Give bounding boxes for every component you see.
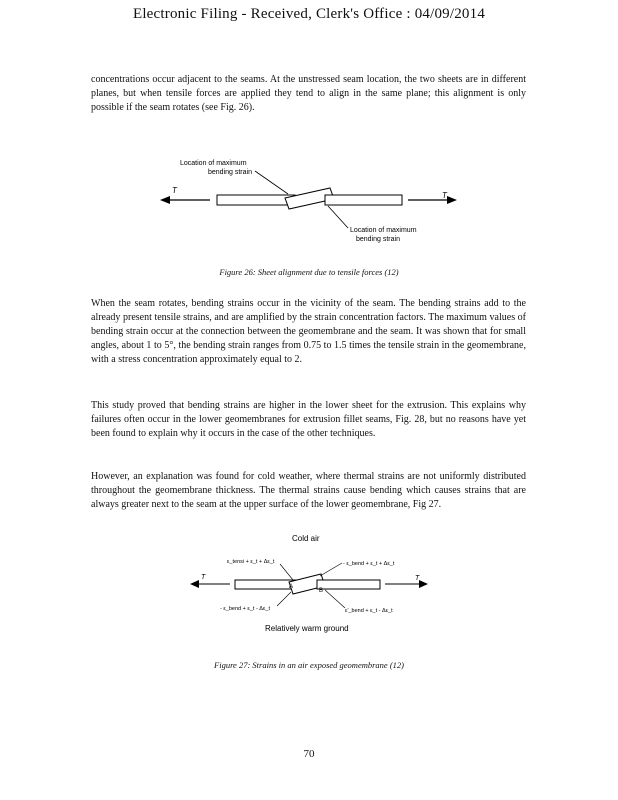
left-sheet [217, 195, 295, 205]
left-sheet [235, 580, 297, 589]
paragraph-2: When the seam rotates, bending strains occur in the vicinity of the seam. The bending strains add to the already present tensile strains, and are amplified by the strain concentration factors. The maximum values of bending strain occur at the connection between the geomembrane and the seam. It was shown that for small angles, about 1 to 5°, the bending strain ranges from 0.75 to 1.5 times the tensile strain in the geomembrane, with a stress concentration approximately equal to 2. [91, 298, 526, 365]
warm-ground-label: Relatively warm ground [265, 624, 349, 633]
label-top-line1: Location of maximum [180, 160, 247, 167]
strain-upper-left: ε_tensi + ε_t + Δε_t [227, 559, 275, 565]
force-label-right: T [442, 191, 447, 200]
strain-upper-right: - ε_bend + ε_t + Δε_t [343, 561, 395, 567]
figure-27-diagram [185, 530, 435, 640]
page-number: 70 [303, 748, 315, 760]
strain-lower-left: - ε_bend + ε_t - Δε_t [220, 606, 271, 612]
right-force-arrow [447, 196, 457, 204]
figure-27-caption: Figure 27: Strains in an air exposed geomembrane (12) [214, 660, 404, 670]
paragraph-1: concentrations occur adjacent to the seams. At the unstressed seam location, the two sheets are in different planes, but when tensile forces are applied they tend to align in the same plane; this alignment is only possible if the seam rotates (see Fig. 26). [91, 74, 526, 113]
label-bottom-line2: bending strain [356, 236, 400, 243]
left-force-arrow [190, 580, 199, 588]
paragraph-4: However, an explanation was found for cold weather, where thermal strains are not uniformly distributed throughout the geomembrane thickness. The thermal strains cause bending which causes strains that are always greater next to the seam at the upper surface of the lower geomembrane, Fig 27. [91, 471, 526, 510]
right-force-arrow [419, 580, 428, 588]
point-b-label: B [319, 588, 324, 594]
label-bottom-line1: Location of maximum [350, 227, 417, 234]
left-force-arrow [160, 196, 170, 204]
force-label-right: T [415, 575, 420, 582]
label-top-line2: bending strain [208, 169, 252, 176]
force-label-left: T [201, 574, 206, 581]
figure-26-diagram [150, 150, 470, 250]
force-label-left: T [172, 186, 177, 195]
right-sheet [325, 195, 402, 205]
figure-26-caption: Figure 26: Sheet alignment due to tensile forces (12) [219, 267, 399, 277]
strain-lower-right: ε'_bend + ε_t - Δε_t [345, 608, 393, 614]
right-sheet [317, 580, 380, 589]
page-header: Electronic Filing - Received, Clerk's Office : 04/09/2014 [132, 6, 486, 22]
paragraph-3: This study proved that bending strains are higher in the lower sheet for the extrusion. This explains why failures often occur in the lower geomembranes for extrusion fillet seams, Fig. 28, but no reasons have yet been found to explain why it occurs in the case of the other techniques. [91, 400, 526, 439]
cold-air-label: Cold air [292, 534, 320, 543]
point-a-label: A [289, 584, 294, 590]
